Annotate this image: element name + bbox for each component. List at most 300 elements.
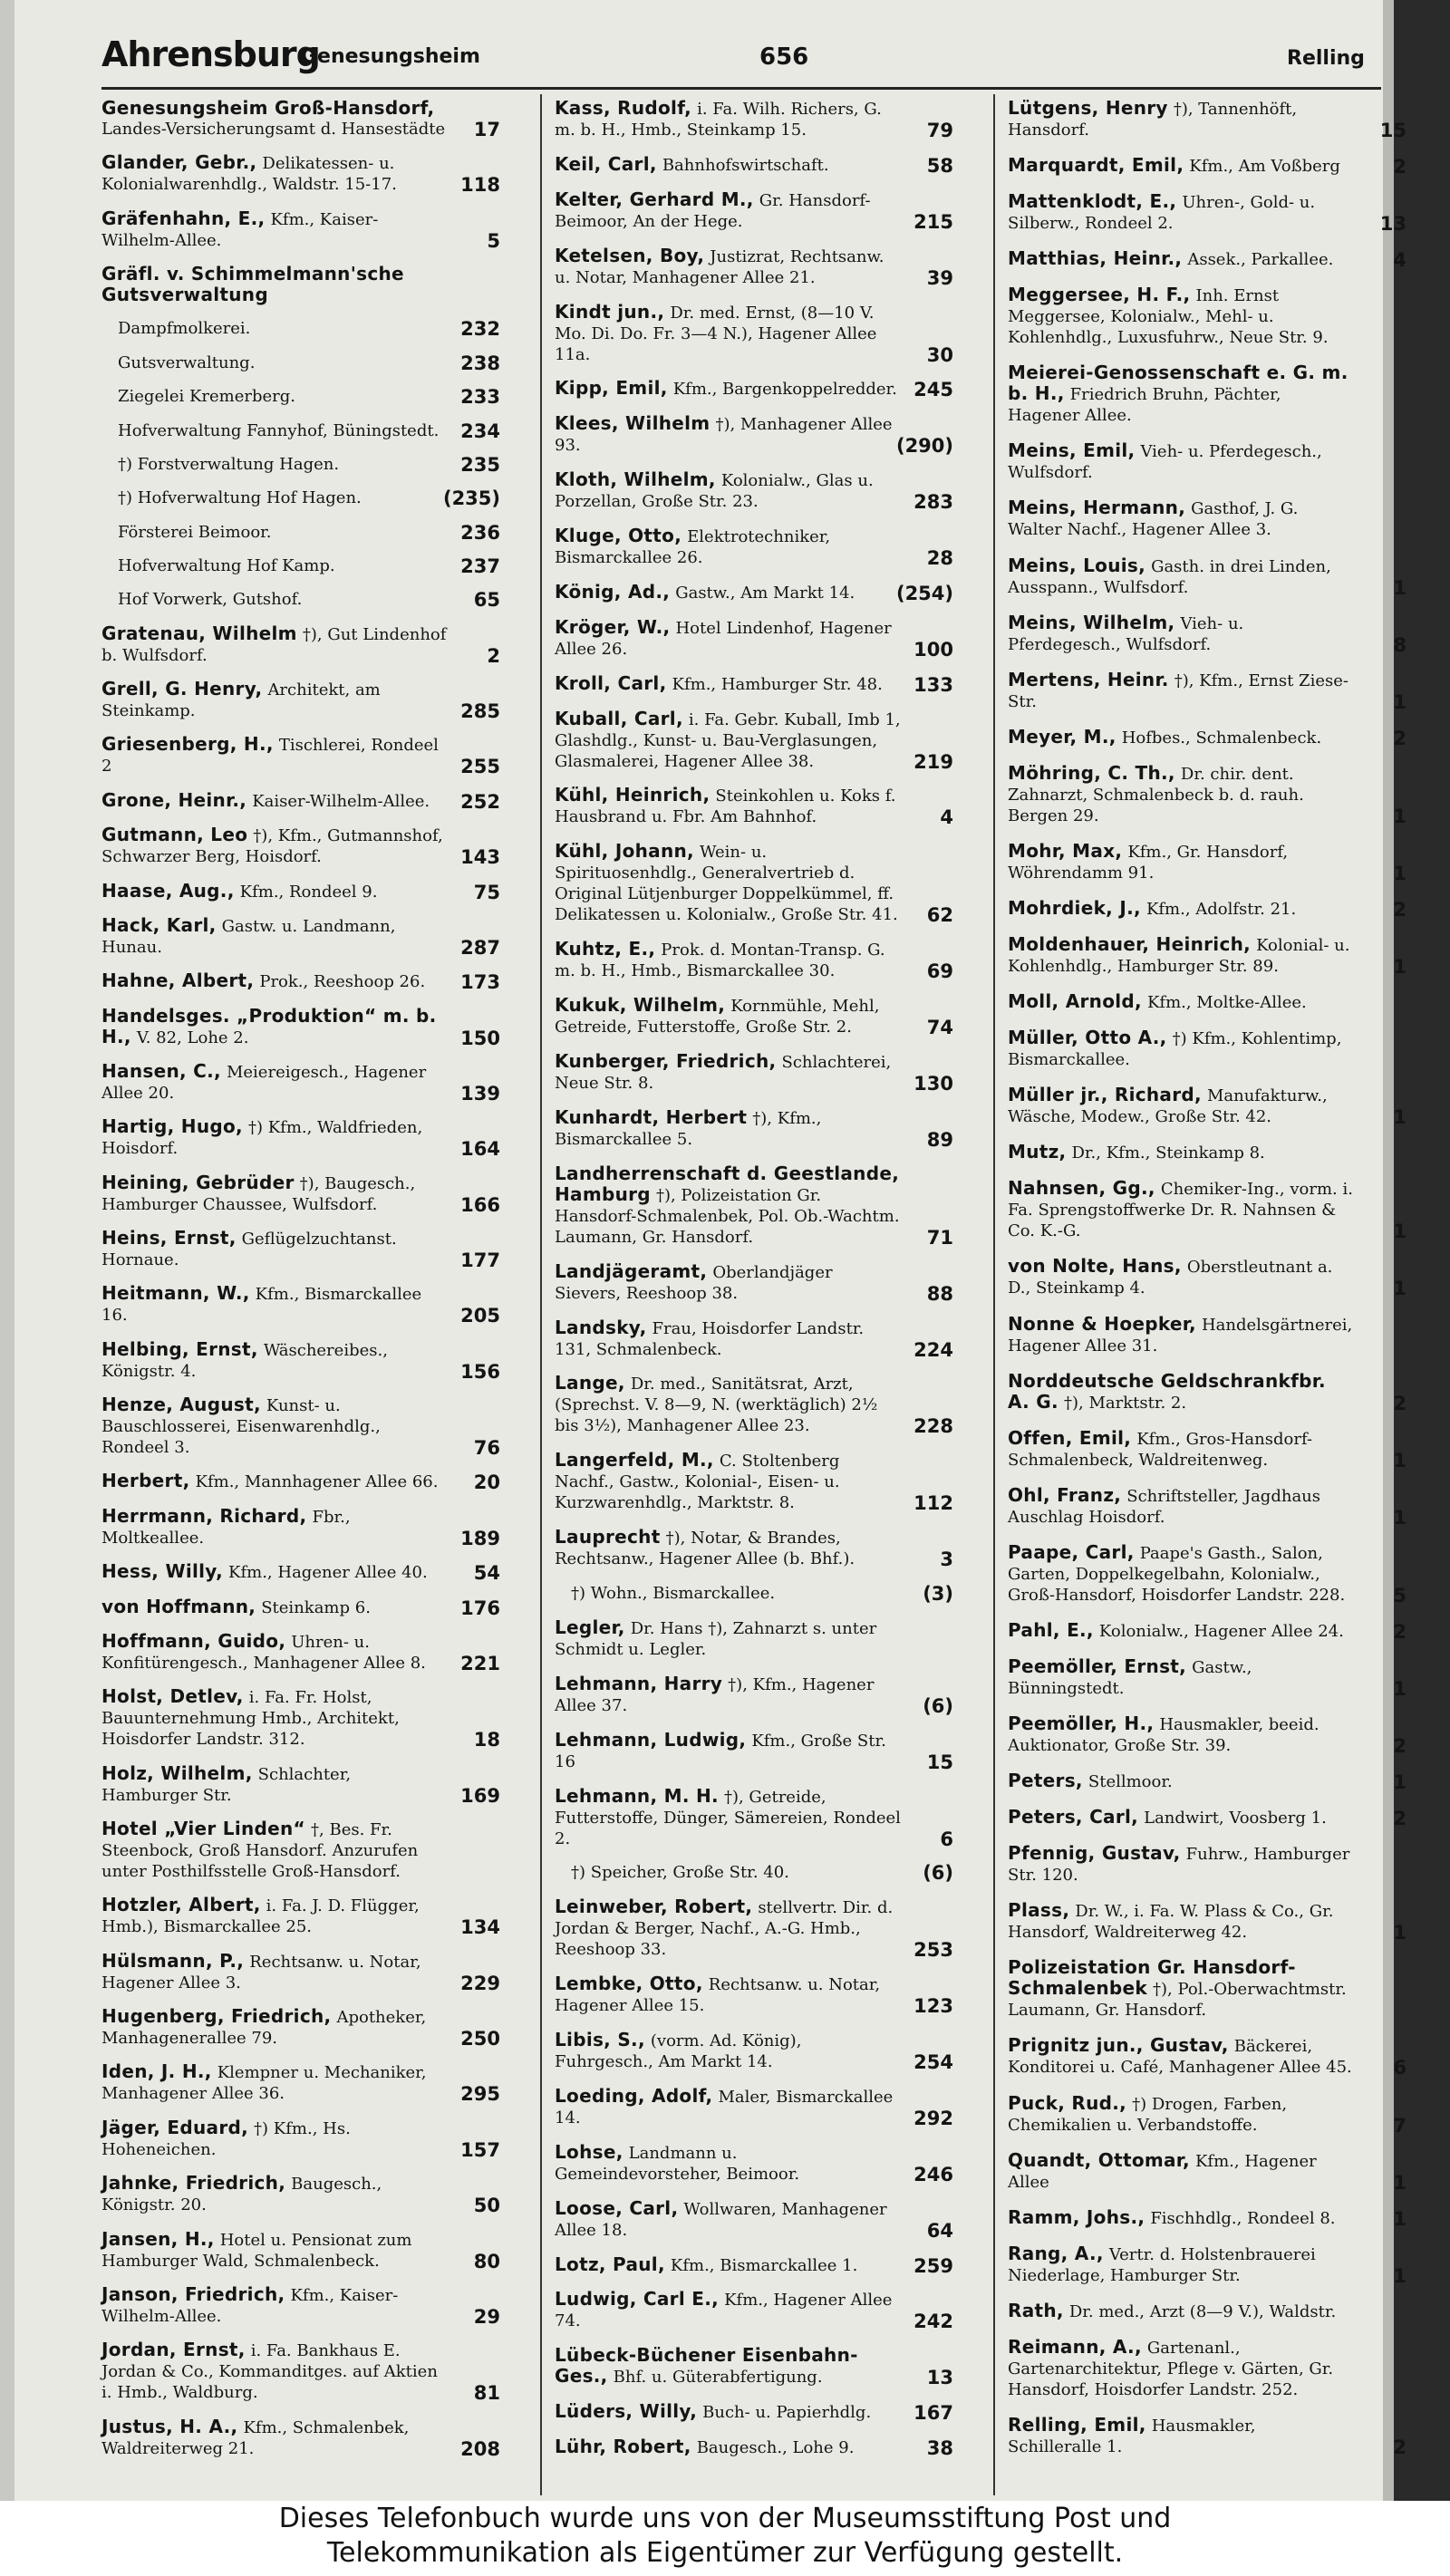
entry-details: †) Drogen, Farben, Chemikalien u. Verbandstoffe.	[1008, 2094, 1288, 2135]
entry-name: Helbing, Ernst,	[102, 1337, 258, 1360]
entry-name: Gräfl. v. Schimmelmann'sche Gutsverwaltung	[102, 263, 404, 306]
directory-entry	[102, 98, 500, 140]
entry-details: Hausmakler, Schilleralle 1.	[1008, 2416, 1256, 2456]
entry-details: V. 82, Lohe 2.	[136, 1028, 249, 1047]
entry-details: stellvertr. Dir. d. Jordan & Berger, Nachf., A.-G. Hmb., Reeshoop 33.	[555, 1898, 894, 1960]
directory-entry	[555, 2142, 953, 2185]
directory-entry	[555, 1973, 953, 2016]
directory-entry	[102, 1006, 500, 1048]
phone-number: 6	[1393, 2057, 1406, 2079]
entry-name: Haase, Aug.,	[102, 879, 235, 902]
phone-number: 2	[1393, 1620, 1406, 1643]
directory-entry	[1008, 841, 1406, 883]
directory-entry	[555, 2254, 953, 2276]
directory-entry	[555, 1617, 953, 1660]
phone-number: (6)	[923, 1694, 953, 1717]
page-header	[102, 34, 1381, 85]
entry-name: Peters,	[1008, 1770, 1083, 1792]
entry-details: Uhren- u. Konfitürengesch., Manhagener Allee 8.	[102, 1632, 426, 1673]
phone-number: 287	[460, 936, 500, 959]
directory-entry	[555, 1373, 953, 1436]
entry-name: Legler,	[555, 1616, 625, 1638]
entry-name: Müller jr., Richard,	[1008, 1084, 1202, 1106]
directory-entry	[1008, 248, 1406, 270]
entry-details: Frau, Hoisdorfer Landstr. 131, Schmalenbeck.	[555, 1318, 865, 1359]
entry-name: Lange,	[555, 1372, 625, 1394]
directory-entry	[555, 1051, 953, 1094]
entry-details: i. Fa. Wilh. Richers, G. m. b. H., Hmb., Steinkamp 15.	[555, 100, 882, 140]
entry-name: Herbert,	[102, 1470, 190, 1492]
entry-name: Heins, Ernst,	[102, 1227, 237, 1249]
entry-details: Inh. Ernst Meggersee, Kolonialw., Mehl- u. Kohlenhdlg., Luxusfuhrw., Neue Str. 9.	[1008, 286, 1329, 348]
entry-name: Peemöller, H.,	[1008, 1713, 1155, 1735]
entry-name: Kuball, Carl,	[555, 707, 683, 729]
phone-number: 58	[926, 154, 953, 177]
phone-number: (6)	[923, 1862, 953, 1885]
directory-entry	[1008, 2035, 1406, 2078]
entry-details: C. Stoltenberg Nachf., Gastw., Kolonial-, Eisen- u. Kurzwarenhdlg., Marktstr. 8.	[555, 1452, 840, 1513]
directory-entry	[1008, 1142, 1406, 1163]
entry-name: Lühr, Robert,	[555, 2436, 691, 2458]
entry-details: Bäckerei, Konditorei u. Café, Manhagener Allee 45.	[1008, 2037, 1352, 2078]
entry-details: Kfm., Gr. Hansdorf, Wöhrendamm 91.	[1008, 842, 1289, 883]
entry-name: Lütgens, Henry	[1008, 97, 1168, 119]
phone-number: 80	[473, 2250, 500, 2272]
entry-name: Lübeck-Büchener Eisenbahn-Ges.,	[555, 2344, 858, 2388]
entry-name: Glander, Gebr.,	[102, 151, 257, 174]
entry-name: Ludwig, Carl E.,	[555, 2288, 720, 2311]
directory-entry	[555, 1317, 953, 1360]
directory-entry	[1008, 2415, 1406, 2457]
phone-number: 189	[460, 1527, 500, 1549]
directory-entry	[1008, 1770, 1406, 1792]
phone-number: 228	[914, 1415, 953, 1438]
directory-entry	[555, 1862, 953, 1883]
entry-details: Justizrat, Rechtsanw. u. Notar, Manhagener Allee 21.	[555, 246, 884, 287]
phone-number: 1	[1393, 1506, 1406, 1529]
entry-details: Paape's Gasth., Salon, Garten, Doppelkegelbahn, Kolonialw., Groß-Hansdorf, Hoisdorfer Landstr. 228.	[1008, 1543, 1346, 1605]
phone-number: 38	[926, 2437, 953, 2460]
entry-name: Kröger, W.,	[555, 615, 671, 638]
directory-entry	[555, 709, 953, 772]
entry-name: Prignitz jun., Gustav,	[1008, 2034, 1229, 2057]
entry-details: †), Kfm., Ernst Ziese-Str.	[1008, 671, 1348, 711]
entry-details: Dr. Hans †), Zahnarzt s. unter Schmidt u. Legler.	[555, 1618, 877, 1659]
phone-number: 1	[1393, 2264, 1406, 2287]
directory-entry	[1008, 613, 1406, 655]
entry-name: Landjägeramt,	[555, 1259, 708, 1282]
directory-entry	[102, 1631, 500, 1674]
directory-entry	[102, 1228, 500, 1270]
entry-name: Reimann, A.,	[1008, 2335, 1142, 2358]
directory-entry	[1008, 763, 1406, 826]
entry-name: Genesungsheim Groß-Hansdorf,	[102, 97, 435, 119]
entry-details: Kfm., Bargenkoppelredder.	[672, 380, 897, 400]
directory-entry	[1008, 1843, 1406, 1886]
entry-name: von Hoffmann,	[102, 1595, 256, 1617]
entry-name: Meierei-Genossenschaft e. G. m. b. H.,	[1008, 362, 1348, 405]
phone-number: 1	[1393, 1677, 1406, 1700]
entry-name: Klees, Wilhelm	[555, 412, 710, 435]
entry-name: Handelsges. „Produktion“ m. b. H.,	[102, 1004, 437, 1047]
entry-details: Kfm., Moltke-Allee.	[1146, 993, 1307, 1013]
directory-entry	[555, 2436, 953, 2458]
entry-name: Mattenklodt, E.,	[1008, 190, 1177, 213]
phone-number: 250	[460, 2028, 500, 2050]
directory-entry	[102, 2118, 500, 2160]
entry-details: Hotel u. Pensionat zum Hamburger Wald, Schmalenbeck.	[102, 2230, 412, 2271]
entry-details: Kolonial- u. Kohlenhdlg., Hamburger Str. 89.	[1008, 936, 1350, 977]
directory-entry	[1008, 934, 1406, 977]
entry-details: Vieh- u. Pferdegesch., Wulfsdorf.	[1008, 442, 1322, 483]
directory-entry	[555, 1786, 953, 1849]
entry-details: Maler, Bismarckallee 14.	[555, 2087, 894, 2127]
phone-number: 2	[1393, 727, 1406, 749]
directory-entry	[1008, 2093, 1406, 2136]
directory-entry	[1008, 2150, 1406, 2193]
phone-number: 167	[914, 2402, 953, 2425]
entry-name: Henze, August,	[102, 1394, 261, 1416]
entry-details: Chemiker-Ing., vorm. i. Fa. Sprengstoffwerke Dr. R. Nahnsen & Co. K.-G.	[1008, 1180, 1353, 1241]
directory-entry	[1008, 1485, 1406, 1528]
phone-number: 156	[460, 1360, 500, 1383]
phone-number: 164	[460, 1138, 500, 1161]
entry-details: Buch- u. Papierhdlg.	[702, 2403, 872, 2423]
phone-number: 1	[1393, 2171, 1406, 2194]
entry-name: Kindt jun.,	[555, 300, 665, 323]
entry-name: Kluge, Otto,	[555, 525, 682, 547]
directory-entry	[555, 1450, 953, 1513]
entry-name: Nahnsen, Gg.,	[1008, 1177, 1155, 1200]
phone-number: 75	[473, 881, 500, 903]
phone-number: 69	[926, 960, 953, 983]
directory-entry	[102, 555, 500, 576]
entry-name: Mohr, Max,	[1008, 839, 1123, 862]
phone-number: 253	[914, 1939, 953, 1962]
entry-details: †) Kfm., Waldfrieden, Hoisdorf.	[102, 1118, 423, 1159]
entry-details: Kfm., Mannhagener Allee 66.	[195, 1472, 439, 1492]
phone-number: (235)	[442, 487, 500, 510]
entry-details: Kfm., Kaiser-Wilhelm-Allee.	[102, 209, 379, 250]
entry-details: Försterei Beimoor.	[118, 522, 272, 542]
directory-entry	[102, 790, 500, 812]
directory-entry	[102, 264, 500, 305]
phone-number: 54	[473, 1562, 500, 1585]
phone-number: 130	[914, 1072, 953, 1095]
directory-entry	[555, 469, 953, 512]
entry-details: Gastw., Bünningstedt.	[1008, 1657, 1252, 1698]
entry-details: Prok. d. Montan-Transp. G. m. b. H., Hmb., Bismarckallee 30.	[555, 941, 885, 981]
directory-entry	[102, 318, 500, 339]
entry-details: Baugesch., Lohe 9.	[696, 2438, 855, 2458]
directory-entry	[1008, 1542, 1406, 1606]
directory-entry	[1008, 191, 1406, 234]
entry-details: Gastw. u. Landmann, Hunau.	[102, 916, 396, 957]
entry-name: Relling, Emil,	[1008, 2413, 1146, 2436]
entry-details: Manufakturw., Wäsche, Modew., Große Str. 42.	[1008, 1086, 1328, 1127]
directory-entry	[555, 378, 953, 400]
entry-details: Geflügelzuchtanst. Hornaue.	[102, 1230, 397, 1270]
entry-name: Ohl, Franz,	[1008, 1483, 1122, 1506]
entry-details: †), Getreide, Futterstoffe, Dünger, Sämereien, Rondeel 2.	[555, 1787, 901, 1848]
directory-entry	[555, 841, 953, 925]
directory-entry	[555, 189, 953, 232]
entry-details: †) Speicher, Große Str. 40.	[571, 1863, 789, 1883]
entry-details: †), Tannenhöft, Hansdorf.	[1008, 100, 1298, 140]
entry-name: Janson, Friedrich,	[102, 2282, 285, 2305]
directory-entry	[102, 1561, 500, 1583]
phone-number: 7	[1393, 2114, 1406, 2137]
phone-number: 2	[1393, 1735, 1406, 1758]
directory-entry	[1008, 1371, 1406, 1413]
phone-number: 134	[460, 1916, 500, 1939]
phone-number: 283	[914, 491, 953, 514]
entry-name: König, Ad.,	[555, 580, 671, 603]
entry-details: Kornmühle, Mehl, Getreide, Futterstoffe, Große Str. 2.	[555, 997, 880, 1037]
directory-entry	[102, 420, 500, 441]
entry-details: Gasthof, J. G. Walter Nachf., Hagener Allee 3.	[1008, 499, 1299, 540]
entry-details: Tischlerei, Rondeel 2	[102, 736, 439, 777]
phone-number: 5	[487, 229, 500, 252]
phone-number: 233	[460, 386, 500, 409]
entry-details: Kfm., Schmalenbek, Waldreiterweg 21.	[102, 2417, 410, 2458]
entry-name: Loeding, Adolf,	[555, 2084, 713, 2107]
entry-details: Kfm., Bismarckallee 1.	[670, 2255, 858, 2275]
entry-details: Vieh- u. Pferdegesch., Wulfsdorf.	[1008, 613, 1244, 654]
directory-entry	[1008, 1900, 1406, 1943]
directory-entry	[1008, 1620, 1406, 1642]
entry-name: Quandt, Ottomar,	[1008, 2148, 1190, 2171]
entry-name: Hotel „Vier Linden“	[102, 1818, 305, 1840]
entry-details: Dr. med., Arzt (8—9 V.), Waldstr.	[1068, 2301, 1337, 2321]
entry-details: Schriftsteller, Jagdhaus Auschlag Hoisdorf.	[1008, 1486, 1321, 1527]
entry-name: Mohrdiek, J.,	[1008, 896, 1141, 919]
phone-number: 50	[473, 2195, 500, 2217]
directory-entry	[555, 1107, 953, 1150]
entry-details: Kfm., Hamburger Str. 48.	[672, 674, 883, 694]
entry-details: Kfm., Hagener Allee	[1008, 2151, 1317, 2192]
entry-name: Peemöller, Ernst,	[1008, 1655, 1187, 1677]
entry-name: von Nolte, Hans,	[1008, 1255, 1182, 1278]
entry-details: Landwirt, Voosberg 1.	[1144, 1809, 1327, 1828]
phone-number: 1	[1393, 805, 1406, 827]
phone-number: 238	[460, 352, 500, 374]
entry-name: Hartig, Hugo,	[102, 1115, 243, 1138]
directory-entry	[102, 1686, 500, 1750]
entry-details: Apotheker, Manhagenerallee 79.	[102, 2008, 427, 2049]
phone-number: 229	[460, 1972, 500, 1994]
entry-details: Gasth. in drei Linden, Ausspann., Wulfsdorf.	[1008, 556, 1331, 597]
directory-entry	[555, 1261, 953, 1304]
phone-number: 76	[473, 1437, 500, 1460]
entry-details: †, Bes. Fr. Steenbock, Groß Hansdorf. Anzurufen unter Posthilfsstelle Groß-Hansdorf.	[102, 1820, 419, 1882]
header-rule	[102, 87, 1381, 90]
entry-name: Kunhardt, Herbert	[555, 1105, 748, 1128]
entry-name: Offen, Emil,	[1008, 1426, 1132, 1449]
entry-details: †), Kfm., Bismarckallee 5.	[555, 1108, 822, 1149]
entry-name: Holz, Wilhelm,	[102, 1761, 253, 1784]
phone-number: 143	[460, 846, 500, 869]
phone-number: 292	[914, 2107, 953, 2129]
entry-details: Hofbes., Schmalenbeck.	[1121, 728, 1322, 748]
directory-entry	[102, 1116, 500, 1159]
directory-entry	[102, 2284, 500, 2327]
entry-details: Hof Vorwerk, Gutshof.	[118, 590, 303, 610]
phone-number: 65	[473, 589, 500, 612]
entry-details: Kfm., Hagener Allee 74.	[555, 2291, 893, 2331]
entry-details: †), Kfm., Gutmannshof, Schwarzer Berg, Hoisdorf.	[102, 826, 443, 867]
directory-entry	[1008, 1028, 1406, 1070]
phone-number: 1	[1393, 1922, 1406, 1944]
entry-details: Oberlandjäger Sievers, Reeshoop 38.	[555, 1262, 833, 1303]
directory-entry	[555, 2086, 953, 2128]
entry-name: Meyer, M.,	[1008, 725, 1116, 748]
phone-number: 118	[460, 174, 500, 197]
directory-entry	[102, 1895, 500, 1937]
entry-details: Gartenanl., Gartenarchitektur, Pflege v. Gärten, Gr. Hansdorf, Hoisdorfer Landstr. 252.	[1008, 2338, 1334, 2399]
entry-name: Moldenhauer, Heinrich,	[1008, 933, 1252, 956]
entry-details: Kfm., Am Voßberg	[1189, 157, 1340, 177]
directory-entry	[555, 1896, 953, 1960]
phone-number: 1	[1393, 1449, 1406, 1471]
phone-number: 1	[1393, 862, 1406, 884]
directory-entry	[1008, 1428, 1406, 1471]
entry-details: Klempner u. Mechaniker, Manhagener Allee 36.	[102, 2063, 427, 2104]
entry-name: Landsky,	[555, 1316, 647, 1338]
phone-number: 2	[1393, 1808, 1406, 1830]
entry-name: Kukuk, Wilhelm,	[555, 994, 726, 1017]
directory-entry	[102, 589, 500, 610]
phone-number: 74	[926, 1017, 953, 1039]
directory-entry	[555, 2345, 953, 2388]
phone-number: 150	[460, 1027, 500, 1049]
phone-number: 39	[926, 266, 953, 289]
entry-name: Holst, Detlev,	[102, 1685, 244, 1708]
directory-entry	[555, 154, 953, 176]
entry-name: Pahl, E.,	[1008, 1618, 1094, 1641]
phone-number: 71	[926, 1226, 953, 1249]
phone-number: 4	[1393, 249, 1406, 272]
entry-name: Hotzler, Albert,	[102, 1894, 261, 1916]
phone-number: 15	[926, 1751, 953, 1773]
phone-number: 259	[914, 2254, 953, 2277]
directory-entry	[555, 1730, 953, 1772]
entry-name: Jansen, H.,	[102, 2227, 215, 2250]
entry-name: Kelter, Gerhard M.,	[555, 188, 754, 210]
phone-number: 15	[1379, 120, 1406, 141]
entry-details: †), Manhagener Allee 93.	[555, 415, 893, 456]
directory-entry	[102, 2340, 500, 2403]
directory-entry	[555, 673, 953, 695]
entry-details: Ziegelei Kremerberg.	[118, 387, 296, 407]
entry-name: Herrmann, Richard,	[102, 1504, 307, 1527]
entry-name: Rang, A.,	[1008, 2242, 1104, 2264]
entry-details: Rechtsanw. u. Notar, Hagener Allee 15.	[555, 1975, 881, 2016]
entry-name: Keil, Carl,	[555, 152, 657, 175]
entry-details: Schlachterei, Neue Str. 8.	[555, 1052, 892, 1093]
entry-details: †), Marktstr. 2.	[1063, 1393, 1187, 1413]
entry-details: †), Notar, & Brandes, Rechtsanw., Hagener Allee (b. Bhf.).	[555, 1529, 856, 1569]
phone-number: 4	[940, 806, 953, 829]
footer-line-2: Telekommunikation als Eigentümer zur Verfügung gestellt.	[326, 2537, 1124, 2569]
page-left-edge	[0, 0, 14, 2501]
directory-entry	[1008, 1256, 1406, 1298]
directory-entry	[555, 98, 953, 140]
phone-number: 176	[460, 1597, 500, 1619]
directory-entry	[555, 1527, 953, 1569]
directory-entry	[1008, 155, 1406, 177]
phone-number: 177	[460, 1249, 500, 1272]
entry-name: Heining, Gebrüder	[102, 1171, 295, 1193]
entry-name: Kühl, Heinrich,	[555, 784, 710, 806]
directory-entry	[555, 995, 953, 1037]
entry-name: Ramm, Johs.,	[1008, 2205, 1146, 2228]
entry-name: Rath,	[1008, 2299, 1064, 2321]
directory-entry	[1008, 98, 1406, 140]
directory-entry	[102, 915, 500, 958]
entry-name: Hack, Karl,	[102, 913, 217, 936]
entry-details: †) Hofverwaltung Hof Hagen.	[118, 488, 362, 508]
phone-number: 252	[460, 790, 500, 813]
entry-name: Hahne, Albert,	[102, 970, 255, 992]
entry-name: Kipp, Emil,	[555, 377, 668, 400]
entry-name: Loose, Carl,	[555, 2196, 679, 2219]
phone-number: 237	[460, 555, 500, 577]
entry-name: Grone, Heinr.,	[102, 788, 247, 811]
phone-number: 29	[473, 2305, 500, 2328]
phone-number: 1	[1393, 2207, 1406, 2230]
directory-entry	[1008, 1957, 1406, 2021]
column-divider	[540, 94, 542, 2495]
directory-entry	[102, 1819, 500, 1882]
phone-number: 173	[460, 971, 500, 994]
phone-number: 205	[460, 1305, 500, 1327]
entry-details: Dr. med., Sanitätsrat, Arzt, (Sprechst. V. 8—9, N. (werktäglich) 2½ bis 3½), Manhagener Allee 23.	[555, 1375, 878, 1436]
entry-details: Stellmoor.	[1088, 1772, 1173, 1792]
directory-entry	[102, 152, 500, 195]
entry-details: Fbr., Moltkeallee.	[102, 1507, 351, 1548]
entry-name: Lotz, Paul,	[555, 2253, 665, 2275]
phone-number: 3	[940, 1548, 953, 1571]
directory-entry	[102, 1597, 500, 1618]
phone-number: 18	[473, 1729, 500, 1751]
entry-details: Landes-Versicherungsamt d. Hansestädte	[102, 120, 446, 139]
page-number: 656	[759, 43, 809, 71]
entry-details: Dr., Kfm., Steinkamp 8.	[1071, 1143, 1265, 1163]
phone-number: 157	[460, 2138, 500, 2161]
entry-name: Mutz,	[1008, 1141, 1067, 1163]
entry-name: Lehmann, Ludwig,	[555, 1728, 747, 1751]
entry-details: †), Pol.-Oberwachtmstr. Laumann, Gr. Hansdorf.	[1008, 1980, 1347, 2021]
entry-name: Peters, Carl,	[1008, 1806, 1139, 1828]
entry-details: Bhf. u. Güterabfertigung.	[613, 2368, 823, 2388]
entry-details: Landmann u. Gemeindevorsteher, Beimoor.	[555, 2143, 800, 2184]
directory-entry	[1008, 727, 1406, 748]
phone-number: 88	[926, 1282, 953, 1305]
directory-entry	[102, 881, 500, 902]
entry-details: Kfm., Hagener Allee 40.	[228, 1563, 428, 1583]
directory-entry	[555, 785, 953, 827]
phone-number: 169	[460, 1784, 500, 1807]
entry-details: Gr. Hansdorf-Beimoor, An der Hege.	[555, 190, 871, 231]
entry-details: Kolonialw., Hagener Allee 24.	[1098, 1621, 1344, 1641]
entry-name: Mertens, Heinr.	[1008, 668, 1169, 690]
phone-number: 255	[460, 756, 500, 778]
directory-entry	[555, 939, 953, 981]
directory-entry	[102, 2417, 500, 2459]
directory-entry	[102, 1394, 500, 1458]
directory-entry	[555, 1163, 953, 1248]
